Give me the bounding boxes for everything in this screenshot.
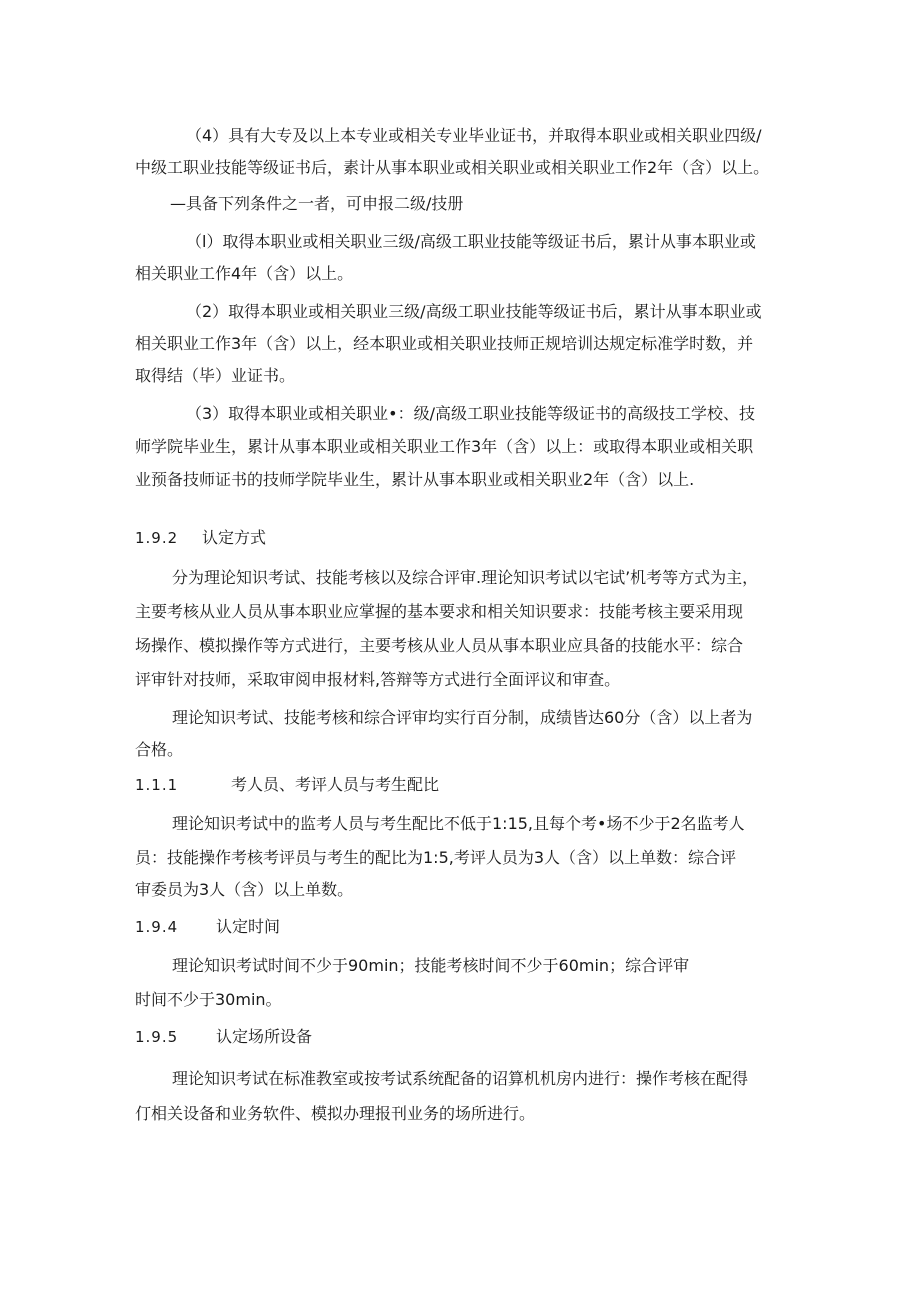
paragraph-line: 主要考核从业人员从事本职业应掌握的基本要求和相关知识要求：技能考核主要采用现 — [135, 602, 744, 621]
paragraph-line: 相关职业工作3年（含）以上，经本职业或相关职业技师正规培训达规定标准学时数，并 — [135, 334, 754, 353]
paragraph-line: （l）取得本职业或相关职业三级/高级工职业技能等级证书后，累计从事本职业或 — [186, 232, 756, 251]
section-title: 认定时间 — [216, 917, 281, 936]
paragraph-line: 取得结（毕）业证书。 — [135, 366, 296, 385]
paragraph-line: 合格。 — [135, 740, 184, 759]
paragraph-line: 业预备技师证书的技师学院毕业生，累计从事本职业或相关职业2年（含）以上. — [135, 470, 695, 489]
paragraph-line: 时间不少于30min。 — [135, 990, 282, 1009]
paragraph-line: 理论知识考试时间不少于90min；技能考核时间不少于60min；综合评审 — [172, 956, 690, 975]
paragraph-line: 仃相关设备和业务软件、模拟办理报刊业务的场所进行。 — [135, 1104, 536, 1123]
paragraph-line: 审委员为3人（含）以上单数。 — [135, 880, 354, 899]
section-title: 考人员、考评人员与考生配比 — [231, 775, 440, 794]
paragraph-line: 师学院毕业生，累计从事本职业或相关职业工作3年（含）以上：或取得本职业或相关职 — [135, 437, 754, 456]
paragraph-line: 理论知识考试中的监考人员与考生配比不低于1:15,且每个考•场不少于2名监考人 — [172, 814, 745, 833]
paragraph-line: 相关职业工作4年（含）以上。 — [135, 264, 354, 283]
paragraph-line: 场操作、模拟操作等方式进行，主要考核从业人员从事本职业应具备的技能水平：综合 — [135, 636, 744, 655]
paragraph-line: 分为理论知识考试、技能考核以及综合评审.理论知识考试以宅试’机考等方式为主， — [172, 568, 759, 587]
section-number: 1.9.4 — [135, 918, 179, 936]
section-title: 认定场所设备 — [216, 1027, 313, 1046]
paragraph-line: （4）具有大专及以上本专业或相关专业毕业证书，并取得本职业或相关职业四级/ — [186, 126, 762, 145]
section-title: 认定方式 — [202, 528, 267, 547]
paragraph-line: 员：技能操作考核考评员与考生的配比为1:5,考评人员为3人（含）以上单数：综合评 — [135, 848, 737, 867]
paragraph-line: 中级工职业技能等级证书后，素计从事本职业或相关职业或相关职业工作2年（含）以上。 — [135, 158, 770, 177]
paragraph-line: 评审针对技师，采取审阅申报材料,答辩等方式进行全面评议和审查。 — [135, 670, 621, 689]
paragraph-line: （2）取得本职业或相关职业三级/高级工职业技能等级证书后，累计从事本职业或 — [186, 302, 762, 321]
paragraph-line: —具备下列条件之一者，可申报二级/技册 — [170, 194, 464, 213]
paragraph-line: （3）取得本职业或相关职业•：级/高级工职业技能等级证书的高级技工学校、技 — [186, 404, 756, 423]
paragraph-line: 理论知识考试、技能考核和综合评审均实行百分制，成绩皆达60分（含）以上者为 — [172, 708, 753, 727]
paragraph-line: 理论知识考试在标准教室或按考试系统配备的诏算机机房内进行：操作考核在配得 — [172, 1069, 749, 1088]
section-number: 1.1.1 — [135, 776, 179, 794]
section-number: 1.9.5 — [135, 1028, 179, 1046]
section-number: 1.9.2 — [135, 529, 179, 547]
